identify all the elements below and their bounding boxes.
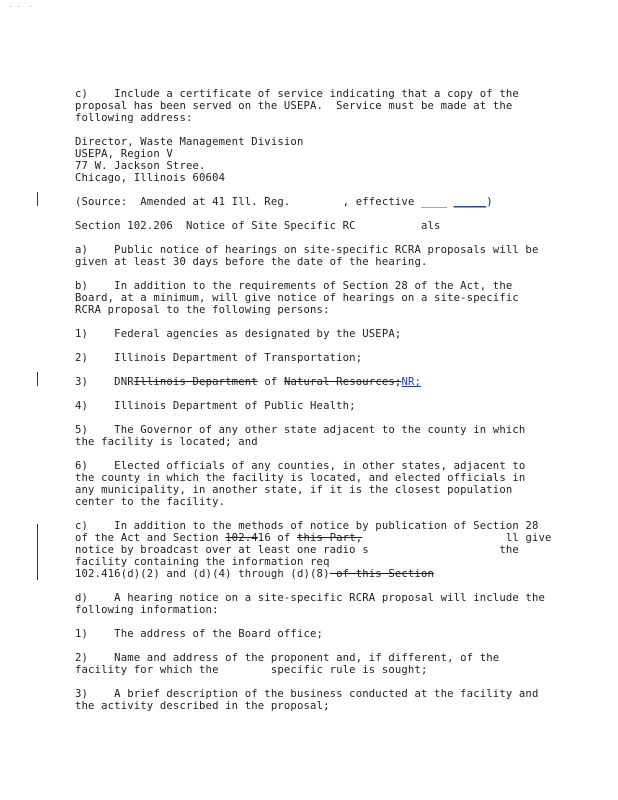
para-b-line: Board, at a minimum, will give notice of hearings on a site-specific (75, 292, 519, 304)
para-d-line: d) A hearing notice on a site-specific RCRA proposal will include the (75, 592, 546, 604)
list-item: 1) Federal agencies as designated by the USEPA; (75, 328, 402, 340)
blank-field: _____ (453, 196, 487, 208)
para-d-line: following information: (75, 604, 219, 616)
item-number: 3) (75, 376, 115, 388)
source-text: (Source: Amended at 41 Ill. Reg. (75, 196, 291, 208)
list-item-revised (75, 376, 421, 388)
section-title-text: Section 102.206 Notice of Site Specific RC (75, 220, 356, 232)
address-line: 77 W. Jackson Stree. (75, 160, 206, 172)
para-text: of the Act and Section (75, 532, 226, 544)
address-line: USEPA, Region V (75, 148, 173, 160)
inserted-text: DNR (114, 376, 134, 388)
item-text: of (257, 376, 284, 388)
inserted-text: NR; (401, 376, 422, 388)
list-item: any municipality, in another state, if it is the closest population (75, 484, 513, 496)
scan-speck (10, 6, 40, 10)
section-title (75, 220, 441, 232)
para-c-line: following address: (75, 112, 193, 124)
address-line: Chicago, Illinois 60604 (75, 172, 226, 184)
list-item: facility for which the specific rule is sought; (75, 664, 428, 676)
list-item: center to the facility. (75, 496, 226, 508)
para-b-line: b) In addition to the requirements of Section 28 of the Act, the (75, 280, 513, 292)
list-item: 6) Elected officials of any counties, in other states, adjacent to (75, 460, 526, 472)
revision-bar (37, 192, 38, 206)
para-c-line: proposal has been served on the USEPA. Service must be made at the (75, 100, 513, 112)
para-c2-line: notice by broadcast over at least one radio s the (75, 544, 519, 556)
para-text: 102.416(d)(2) and (d)(4) through (d)(8) (75, 568, 330, 580)
source-note (75, 196, 493, 208)
para-c2-line: facility containing the information req (75, 556, 330, 568)
para-a-line: given at least 30 days before the date of the hearing. (75, 256, 428, 268)
deleted-text: Illinois Department (133, 376, 258, 388)
deleted-text: Natural Resources; (283, 376, 402, 388)
list-item: 4) Illinois Department of Public Health; (75, 400, 356, 412)
address-line: Director, Waste Management Division (75, 136, 304, 148)
source-close: ) (486, 196, 493, 208)
deleted-text: this Part, (296, 532, 363, 544)
para-c2-line (75, 532, 552, 544)
para-text: ll give (362, 532, 552, 544)
source-effective: , effective (342, 196, 422, 208)
para-c-line: c) Include a certificate of service indicating that a copy of the (75, 88, 519, 100)
para-c2-line: c) In addition to the methods of notice by publication of Section 28 (75, 520, 539, 532)
deleted-text: of this Section (329, 568, 435, 580)
revision-bar (37, 524, 38, 580)
para-text: 16 of (257, 532, 297, 544)
list-item: 1) The address of the Board office; (75, 628, 324, 640)
para-c2-line (75, 568, 434, 580)
list-item: 3) A brief description of the business conducted at the facility and (75, 688, 539, 700)
section-title-tail: als (420, 220, 441, 232)
list-item: 5) The Governor of any other state adjacent to the county in which (75, 424, 526, 436)
list-item: the facility is located; and (75, 436, 258, 448)
list-item: 2) Name and address of the proponent and, if different, of the (75, 652, 500, 664)
list-item: 2) Illinois Department of Transportation; (75, 352, 363, 364)
blank-field: ____ (421, 196, 454, 208)
para-a-line: a) Public notice of hearings on site-specific RCRA proposals will be (75, 244, 539, 256)
para-b-line: RCRA proposal to the following persons: (75, 304, 330, 316)
revision-bar (37, 372, 38, 386)
list-item: the activity described in the proposal; (75, 700, 330, 712)
list-item: the county in which the facility is located, and elected officials in (75, 472, 526, 484)
deleted-text: 102.4 (225, 532, 258, 544)
